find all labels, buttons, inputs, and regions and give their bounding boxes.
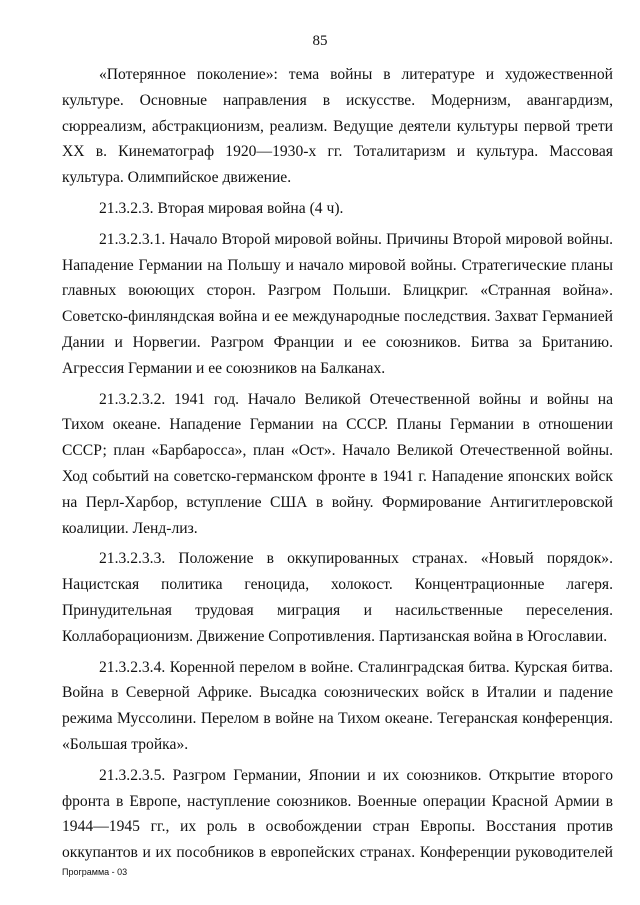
footer-label: Программа - 03: [62, 867, 128, 877]
page-number: 85: [312, 33, 328, 49]
paragraph-defeat-germany: 21.3.2.3.5. Разгром Германии, Японии и их союзников. Открытие второго фронта в Европе, наступление союзников. Военные операции Красной Армии в 1944—1945 гг., их роль в освобождении стран Европы. Восстания против оккупантов и их пособников в европейских странах. Конференции руководителей: [62, 766, 613, 862]
paragraph-culture: «Потерянное поколение»: тема войны в литературе и художественной культуре. Основные направления в искусстве. Модернизм, авангардизм, сюрреализм, абстракционизм, реализм. Ведущие деятели культуры первой трети XX в. Кинематограф 1920—1930-х гг. Тоталитаризм и культура. Массовая культура. Олимпийское движение.: [62, 66, 613, 187]
paragraph-turning-point: 21.3.2.3.4. Коренной перелом в войне. Сталинградская битва. Курская битва. Война в Северной Африке. Высадка союзнических войск в Италии и падение режима Муссолини. Перелом в войне на Тихом океане. Тегеранская конференция. «Большая тройка».: [62, 658, 613, 753]
paragraph-occupied-countries: 21.3.2.3.3. Положение в оккупированных странах. «Новый порядок». Нацистская политика геноцида, холокост. Концентрационные лагеря. Принудительная трудовая миграция и насильственные переселения. Коллаборационизм. Движение Сопротивления. Партизанская война в Югославии.: [62, 550, 613, 645]
paragraph-ww2-start: 21.3.2.3.1. Начало Второй мировой войны. Причины Второй мировой войны. Нападение Германии на Польшу и начало мировой войны. Стратегические планы главных воюющих сторон. Разгром Польши. Блицкриг. «Странная война». Советско-финляндская война и ее международные последствия. Захват Германией Дании и Норвегии. Разгром Франции и ее союзников. Битва за Британию. Агрессия Германии и ее союзников на Балканах.: [62, 230, 613, 377]
paragraph-heading-ww2: 21.3.2.3. Вторая мировая война (4 ч).: [99, 199, 344, 217]
paragraph-1941: 21.3.2.3.2. 1941 год. Начало Великой Отечественной войны и войны на Тихом океане. Нападение Германии на СССР. Планы Германии в отношении СССР; план «Барбаросса», план «Ост». Начало Великой Отечественной войны. Ход событий на советско-германском фронте в 1941 г. Нападение японских войск на Перл-Харбор, вступление США в войну. Формирование Антигитлеровской коалиции. Ленд-лиз.: [62, 390, 613, 537]
body-text: [62, 62, 613, 866]
